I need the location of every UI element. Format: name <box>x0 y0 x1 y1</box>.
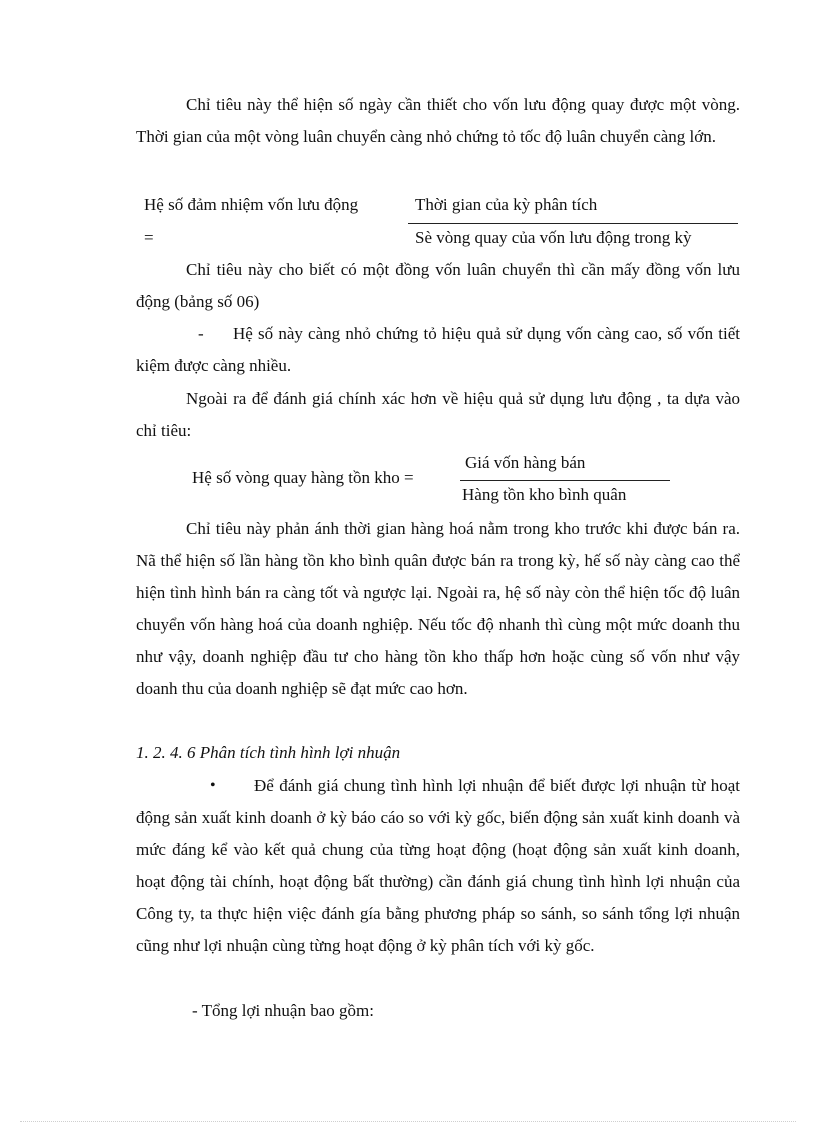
dash-item-text: Hệ số này càng nhỏ chứng tỏ hiệu quả sử dụng vốn càng cao, số vốn tiết kiệm được càng nhiều. <box>136 324 740 375</box>
formula1-denominator: Sè vòng quay của vốn lưu động trong kỳ <box>415 228 692 247</box>
formula2-denominator: Hàng tồn kho bình quân <box>462 485 627 504</box>
paragraph-days-indicator: Chỉ tiêu này thể hiện số ngày cần thiết cho vốn lưu động quay được một vòng. Thời gian của một vòng luân chuyển càng nhỏ chứng tỏ tốc độ luân chuyển càng lớn. <box>136 95 740 146</box>
page-bottom-rule <box>20 1121 796 1122</box>
paragraph-capital-meaning: Chỉ tiêu này cho biết có một đồng vốn luân chuyển thì cần mấy đồng vốn lưu động (bảng số 06) <box>136 260 740 311</box>
formula1-numerator: Thời gian của kỳ phân tích <box>415 195 598 214</box>
bullet-item-text: Để đánh giá chung tình hình lợi nhuận để biết được lợi nhuận từ hoạt động sản xuất kinh doanh ở kỳ báo cáo so với kỳ gốc, biến động sản xuất kinh doanh và mức đáng kể vào kết quả chung của từng hoạt động (hoạt động sản xuất kinh doanh, hoạt động tài chính, hoạt động bất thường) cần đánh giá chung tình hình lợi nhuận của Công ty, ta thực hiện việc đánh gía bằng phương pháp so sánh, so sánh tổng lợi nhuận cũng như lợi nhuận cùng từng hoạt động ở kỳ phân tích với kỳ gốc. <box>136 776 740 955</box>
formula2-label: Hệ số vòng quay hàng tồn kho = <box>192 468 414 487</box>
formula2-numerator: Giá vốn hàng bán <box>465 453 586 472</box>
section-heading: 1. 2. 4. 6 Phân tích tình hình lợi nhuận <box>136 743 401 762</box>
formula1-label: Hệ số đảm nhiệm vốn lưu động <box>144 195 359 214</box>
paragraph-additional-indicator: Ngoài ra để đánh giá chính xác hơn về hiệu quả sử dụng lưu động , ta dựa vào chỉ tiêu: <box>136 389 740 440</box>
bullet-marker: • <box>210 777 216 794</box>
formula2-fraction-bar <box>460 480 670 481</box>
paragraph-inventory-turnover: Chỉ tiêu này phản ánh thời gian hàng hoá nằm trong kho trước khi được bán ra. Nã thể hiện số lần hàng tồn kho bình quân được bán ra trong kỳ, hế số này càng cao thể hiện tình hình bán ra càng tốt và ngược lại. Ngoài ra, hệ số này còn thể hiện tốc độ luân chuyển vốn hàng hoá của doanh nghiệp. Nếu tốc độ nhanh thì cùng một mức doanh thu như vậy, doanh nghiệp đầu tư cho hàng tồn kho thấp hơn hoặc cùng số vốn như vậy doanh thu của doanh nghiệp sẽ đạt mức cao hơn. <box>136 519 740 698</box>
formula1-equals: = <box>144 228 154 247</box>
dash-marker: - <box>198 324 204 343</box>
formula1-fraction-bar <box>408 223 738 224</box>
total-profit-line: - Tổng lợi nhuận bao gồm: <box>192 1001 374 1020</box>
